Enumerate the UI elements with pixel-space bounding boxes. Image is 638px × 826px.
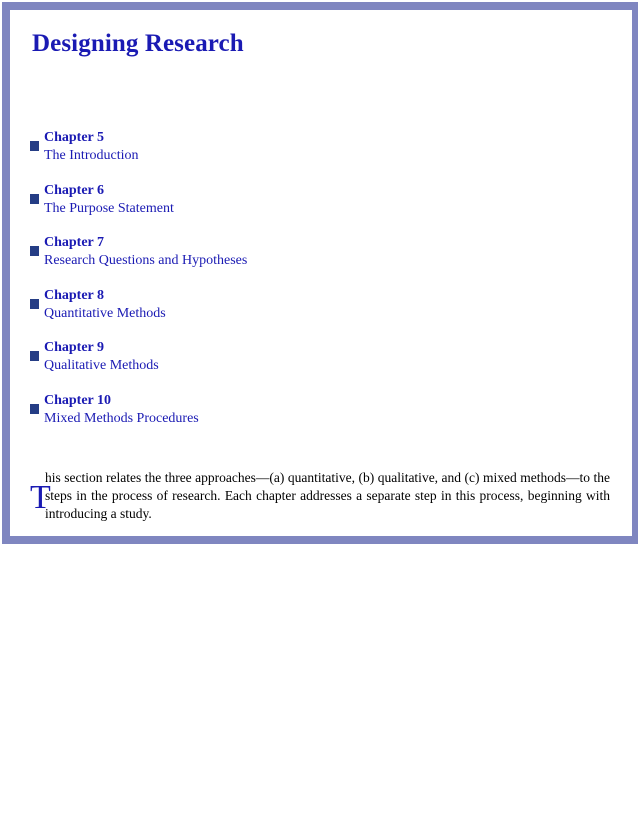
chapter-number: Chapter 8	[44, 287, 105, 303]
square-bullet-icon	[30, 299, 39, 309]
intro-text: his section relates the three approaches—(a) quantitative, (b) qualitative, and (c) mixed methods—to the steps in the process of research. Each chapter addresses a separate step in this process, beginning with introducing a study.	[45, 470, 610, 521]
square-bullet-icon	[30, 141, 39, 151]
square-bullet-icon	[30, 246, 39, 256]
page-title: Designing Research	[32, 30, 244, 57]
square-bullet-icon	[30, 194, 39, 204]
chapter-title: The Introduction	[44, 148, 139, 163]
chapter-number: Chapter 7	[44, 235, 105, 251]
square-bullet-icon	[30, 404, 39, 414]
chapter-number: Chapter 5	[44, 130, 105, 145]
section-frame	[2, 2, 638, 544]
chapter-number: Chapter 6	[44, 182, 105, 198]
drop-cap: T	[30, 479, 51, 516]
chapter-title: Mixed Methods Procedures	[44, 410, 199, 426]
square-bullet-icon	[30, 351, 39, 361]
chapter-number: Chapter 9	[44, 340, 105, 356]
chapter-title: The Purpose Statement	[44, 200, 174, 216]
chapter-title: Research Questions and Hypotheses	[44, 253, 248, 269]
chapter-number: Chapter 10	[44, 392, 112, 408]
chapter-title: Qualitative Methods	[44, 358, 159, 374]
chapter-title: Quantitative Methods	[44, 305, 166, 321]
